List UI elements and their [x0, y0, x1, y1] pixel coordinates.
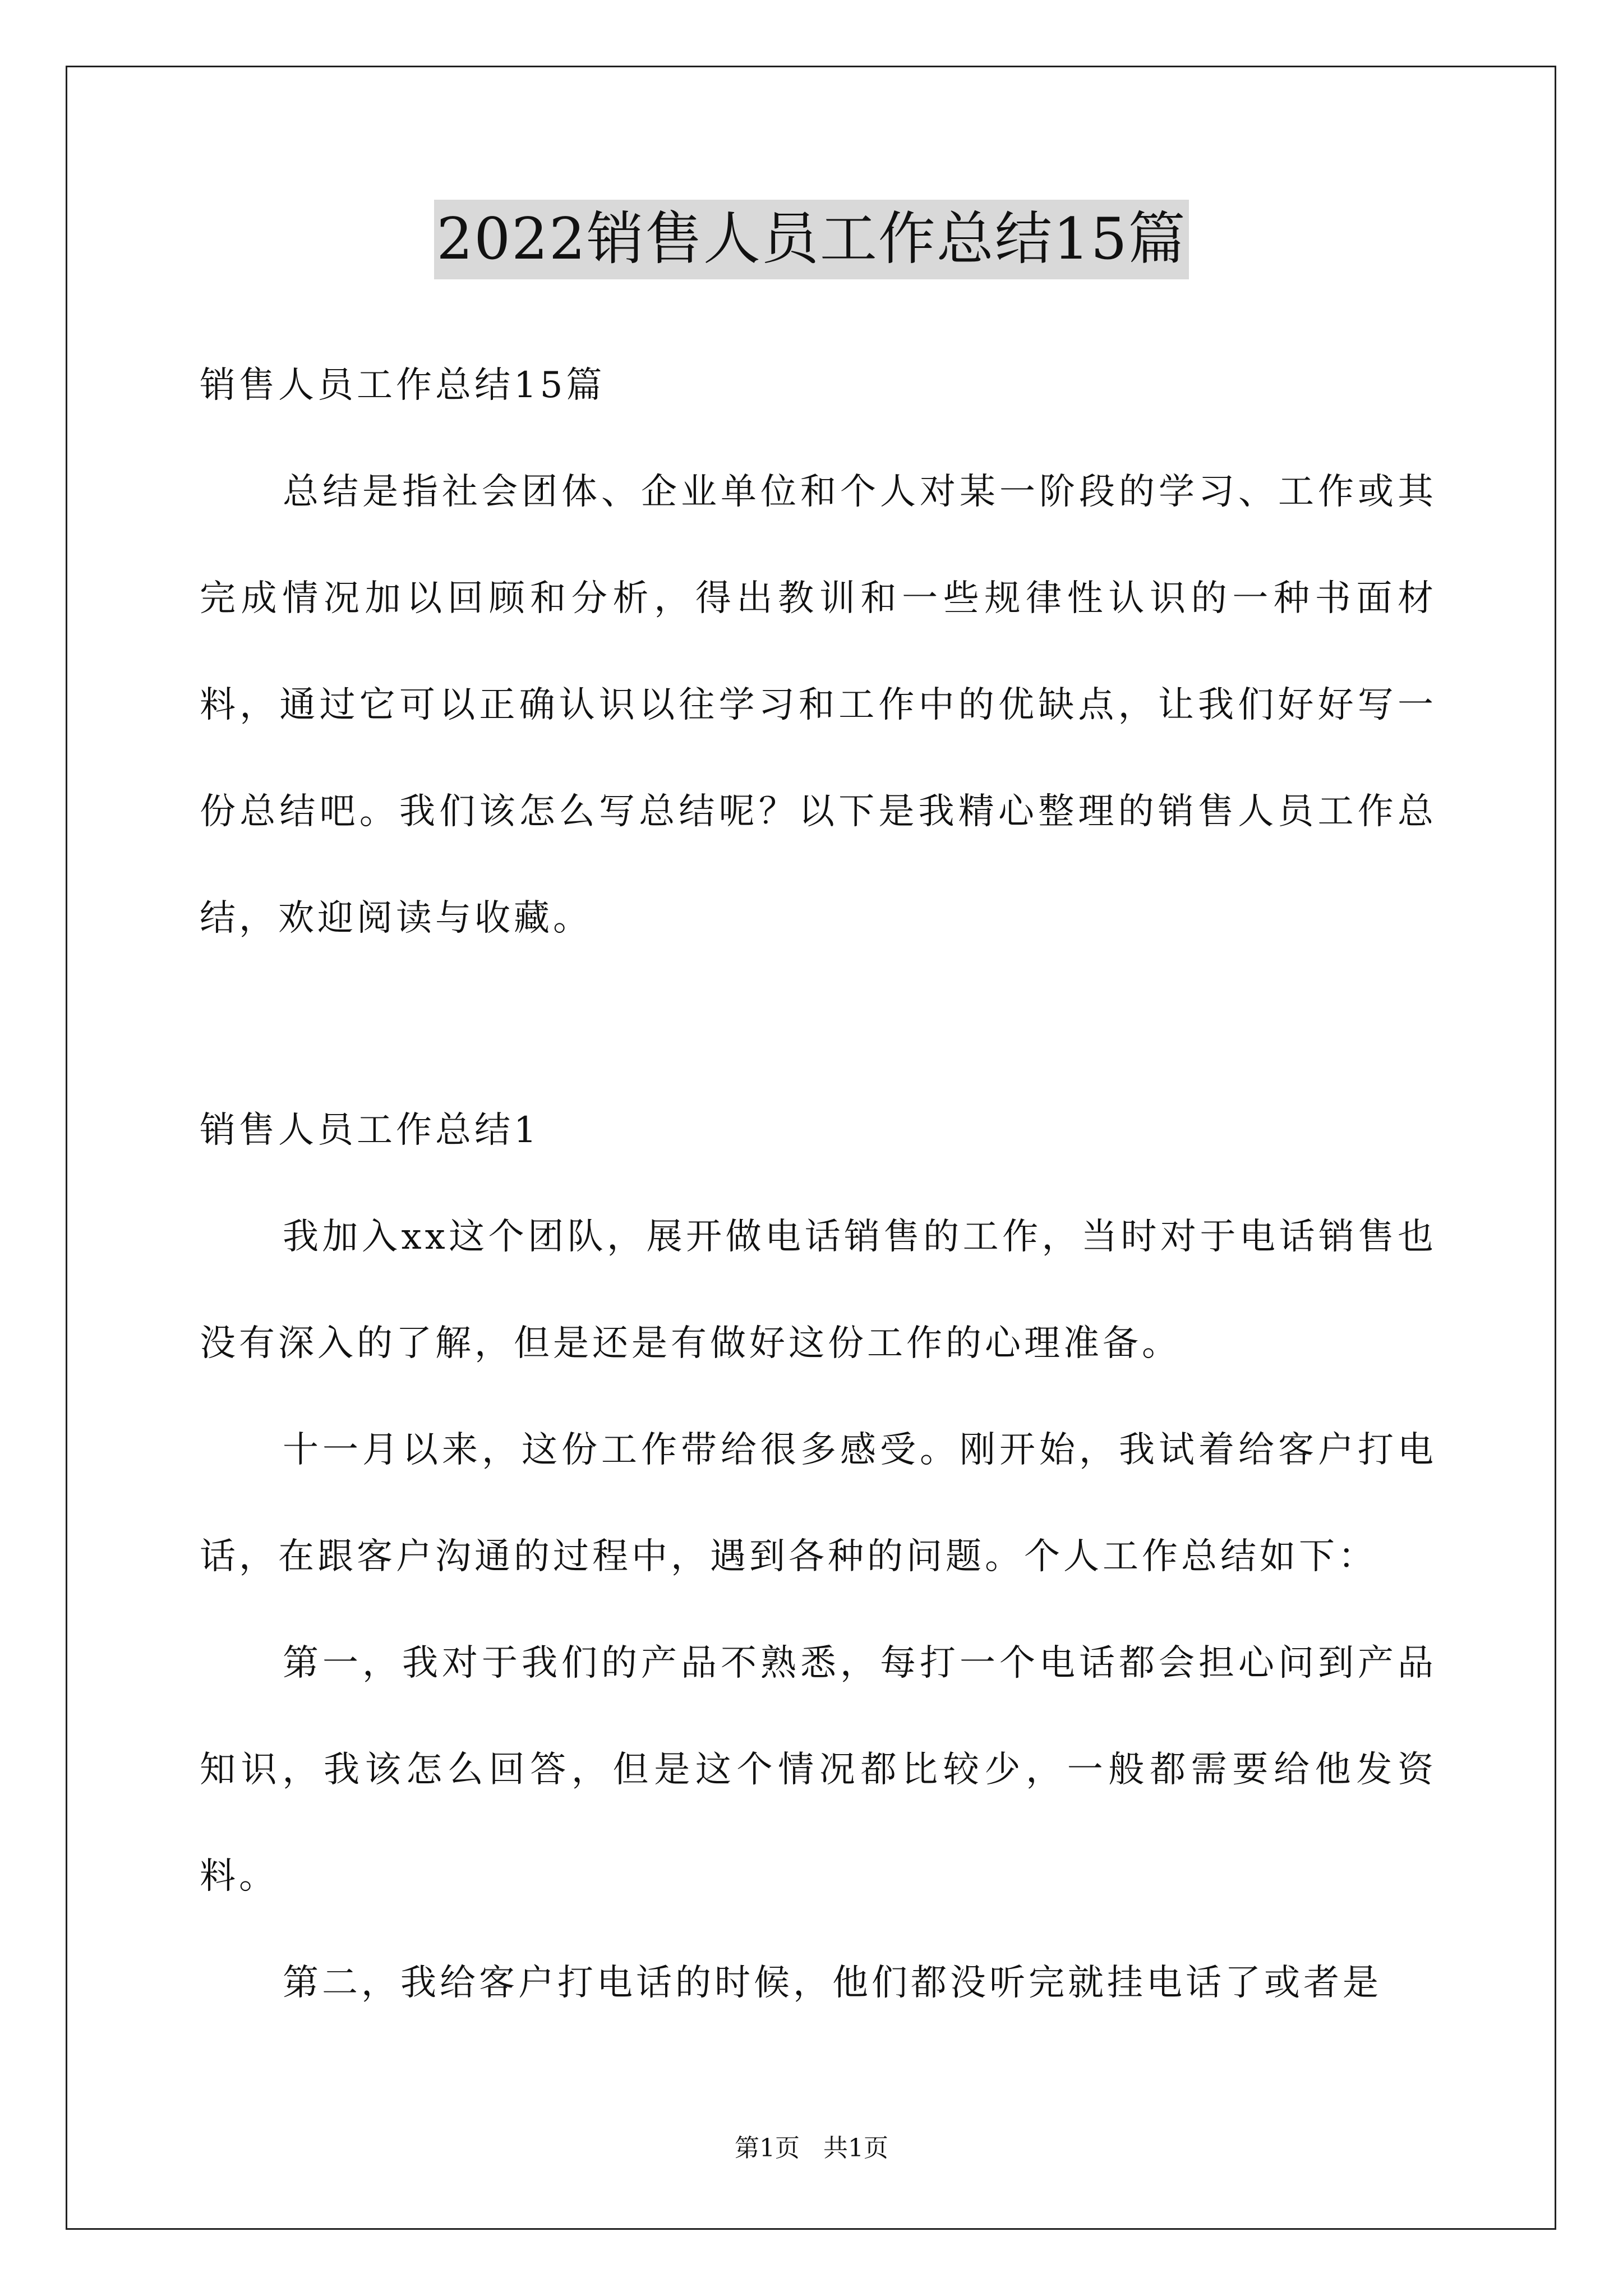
section-heading: 销售人员工作总结1 — [200, 1110, 540, 1151]
page-total: 共1页 — [823, 2134, 888, 2162]
page-footer — [0, 2132, 1623, 2165]
document-title: 2022销售人员工作总结15篇 — [434, 200, 1188, 279]
intro-paragraph: 总结是指社会团体、企业单位和个人对某一阶段的学习、工作或其完成情况加以回顾和分析，得出教训和一些规律性认识的一种书面材料，通过它可以正确认识以往学习和工作中的优缺点，让我们好好写一份总结吧。我们该怎么写总结呢？以下是我精心整理的销售人员工作总结，欢迎阅读与收藏。 — [200, 471, 1437, 939]
paragraph-4: 第二，我给客户打电话的时候，他们都没听完就挂电话了或者是 — [283, 1962, 1382, 2004]
document-subtitle: 销售人员工作总结15篇 — [200, 365, 606, 406]
paragraph-1: 我加入xx这个团队，展开做电话销售的工作，当时对于电话销售也没有深入的了解，但是还是有做好这份工作的心理准备。 — [200, 1216, 1437, 1364]
footer-spacer — [800, 2134, 823, 2162]
page-number: 第1页 — [735, 2134, 800, 2162]
paragraph-3: 第一，我对于我们的产品不熟悉，每打一个电话都会担心问到产品知识，我该怎么回答，但是这个情况都比较少，一般都需要给他发资料。 — [200, 1642, 1437, 1897]
paragraph-2: 十一月以来，这份工作带给很多感受。刚开始，我试着给客户打电话，在跟客户沟通的过程中，遇到各种的问题。个人工作总结如下： — [200, 1429, 1437, 1577]
title-container — [0, 200, 1623, 279]
